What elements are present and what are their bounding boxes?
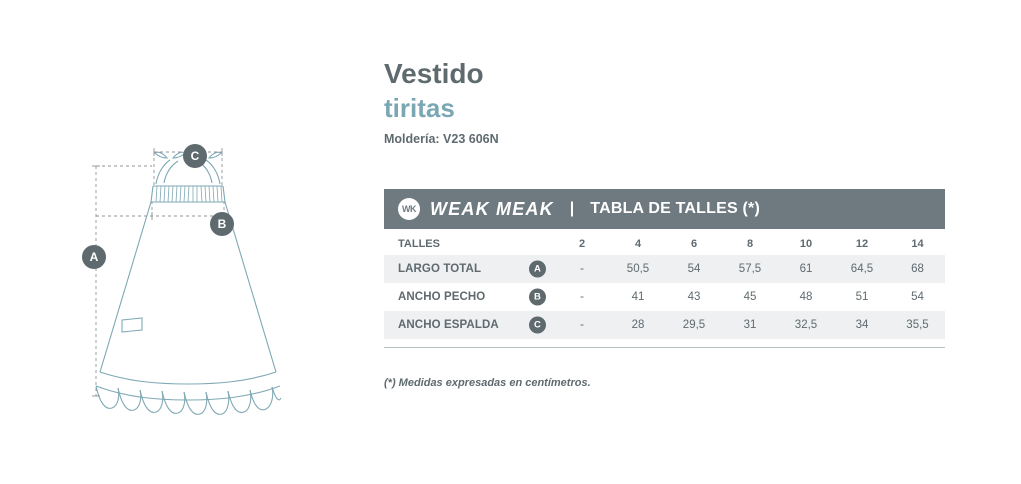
column-header-measure: TALLES — [398, 238, 440, 250]
brand-name: WEAK MEAK — [430, 198, 554, 219]
row-label-text: ANCHO PECHO — [398, 291, 486, 303]
table-cell: 51 — [855, 291, 869, 303]
row-label — [384, 283, 554, 311]
table-cell: 28 — [610, 311, 666, 339]
table-bottom-divider — [384, 347, 945, 348]
table-row — [384, 255, 945, 283]
table-row — [384, 283, 945, 311]
column-header-size: 6 — [690, 238, 698, 250]
title-block — [384, 58, 944, 146]
pattern-code: Moldería: V23 606N — [384, 132, 499, 146]
measure-guides — [96, 152, 228, 396]
table-cell: - — [580, 291, 584, 303]
table-cell: 43 — [687, 291, 701, 303]
table-cell: 41 — [631, 291, 645, 303]
table-cell: 54 — [666, 255, 722, 283]
column-header-size: 2 — [578, 238, 586, 250]
table-cell: 48 — [799, 291, 813, 303]
column-header-size: 4 — [634, 238, 642, 250]
page-title: Vestido — [384, 58, 484, 89]
column-header-size: 10 — [799, 238, 813, 250]
row-label — [384, 311, 554, 339]
size-table-container — [384, 189, 945, 339]
row-label — [384, 255, 554, 283]
table-cell: - — [554, 311, 610, 339]
garment-technical-drawing — [60, 120, 360, 430]
size-table — [384, 189, 945, 339]
table-cell: 31 — [722, 311, 778, 339]
table-cell: 29,5 — [666, 311, 722, 339]
table-cell: 34 — [834, 311, 890, 339]
table-title: TABLA DE TALLES (*) — [590, 200, 760, 217]
row-marker-b: B — [529, 289, 546, 306]
table-header-bar — [384, 189, 945, 229]
table-cell: 32,5 — [778, 311, 834, 339]
table-cell: 68 — [890, 255, 945, 283]
row-label-text: LARGO TOTAL — [398, 263, 482, 275]
table-cell: - — [554, 255, 610, 283]
column-header-size: 8 — [746, 238, 754, 250]
table-cell: 54 — [911, 291, 924, 303]
table-column-headers — [384, 229, 945, 255]
column-header-size: 12 — [855, 238, 869, 250]
table-cell: 45 — [743, 291, 757, 303]
table-header-cell — [384, 189, 945, 229]
diagram-marker-c: C — [183, 144, 207, 168]
header-separator: | — [569, 200, 575, 217]
brand-logo-icon: WK — [398, 198, 420, 220]
footnote: (*) Medidas expresadas en centímetros. — [384, 377, 591, 389]
row-marker-c: C — [529, 317, 546, 334]
dress-outline-svg — [60, 120, 360, 430]
table-cell: 35,5 — [890, 311, 945, 339]
column-header-size: 14 — [911, 238, 924, 250]
table-cell: 61 — [778, 255, 834, 283]
page-subtitle: tiritas — [384, 93, 455, 123]
table-row — [384, 311, 945, 339]
table-cell: 50,5 — [610, 255, 666, 283]
row-marker-a: A — [529, 261, 546, 278]
diagram-marker-b: B — [210, 212, 234, 236]
row-label-text: ANCHO ESPALDA — [398, 319, 499, 331]
table-cell: 57,5 — [722, 255, 778, 283]
diagram-marker-a: A — [82, 245, 106, 269]
table-cell: 64,5 — [834, 255, 890, 283]
